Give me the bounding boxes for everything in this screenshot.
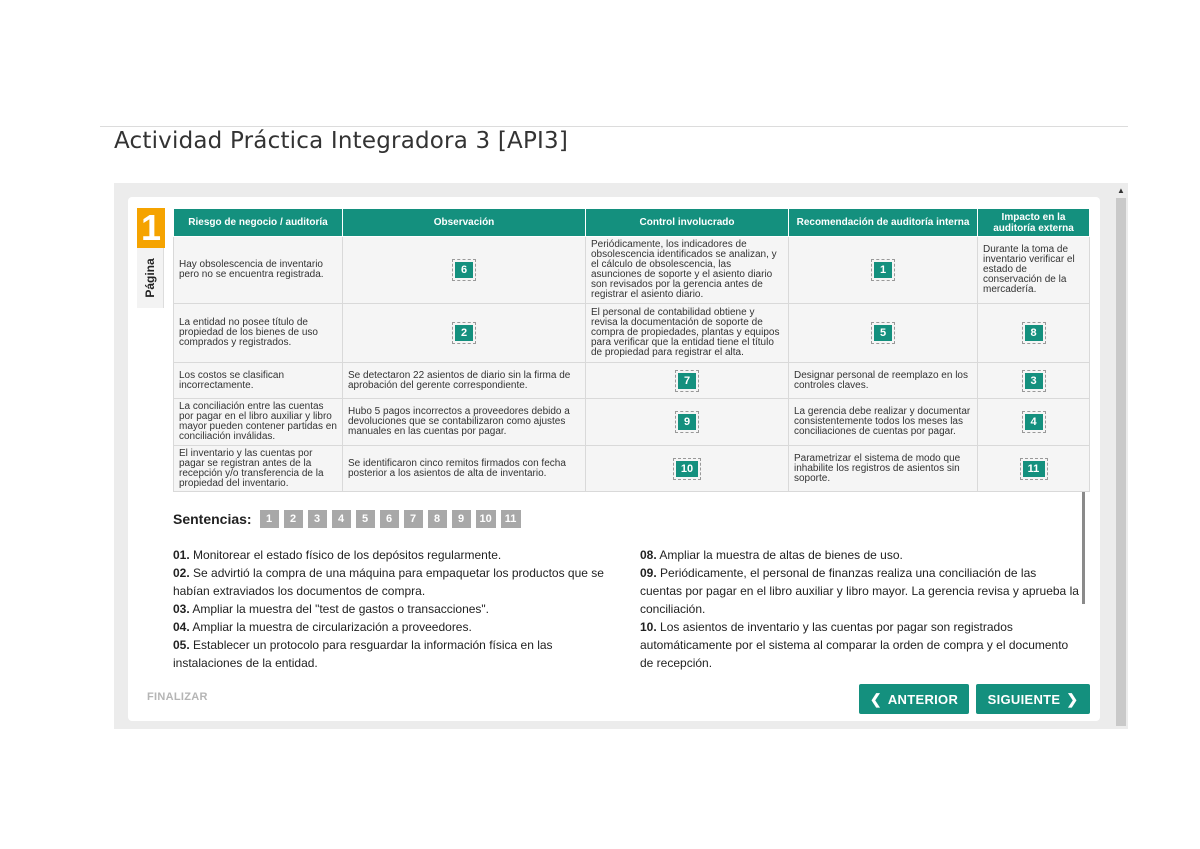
- cell-observacion: Se detectaron 22 asientos de diario sin la firma de aprobación del gerente correspondiente.: [343, 363, 586, 399]
- statement-text: Ampliar la muestra del "test de gastos o transacciones".: [192, 602, 490, 616]
- cell-riesgo: Los costos se clasifican incorrectamente.: [174, 363, 343, 399]
- statement-text: Monitorear el estado físico de los depósitos regularmente.: [193, 548, 502, 562]
- statement-number: 08.: [640, 548, 657, 562]
- statement-text: Ampliar la muestra de altas de bienes de uso.: [659, 548, 903, 562]
- column-header-observacion: Observación: [343, 209, 586, 237]
- page-title: Actividad Práctica Integradora 3 [API3]: [114, 128, 569, 154]
- placed-sentence-chip[interactable]: 6: [455, 262, 473, 278]
- sentence-chip-8[interactable]: 8: [428, 510, 447, 528]
- cell-recomendacion: La gerencia debe realizar y documentar consistentemente todos los meses las conciliaciones de cuentas por pagar.: [789, 399, 978, 446]
- table-row: [174, 304, 1090, 363]
- drop-zone-recomendacion[interactable]: [789, 304, 978, 363]
- next-button[interactable]: [976, 684, 1090, 714]
- statement-text: Los asientos de inventario y las cuentas por pagar son registrados automáticamente por el sistema al comparar la orden de compra y el documento de recepción.: [640, 620, 1069, 670]
- placed-sentence-chip[interactable]: 1: [874, 262, 892, 278]
- statement-item: [640, 618, 1080, 672]
- sentence-chip-4[interactable]: 4: [332, 510, 351, 528]
- sentence-bank-label: Sentencias:: [173, 511, 252, 527]
- drop-zone-control[interactable]: [586, 363, 789, 399]
- sentence-chip-7[interactable]: 7: [404, 510, 423, 528]
- drop-zone-observacion[interactable]: [343, 304, 586, 363]
- cell-observacion: Se identificaron cinco remitos firmados con fecha posterior a los asientos de alta de inventario.: [343, 446, 586, 492]
- cell-riesgo: El inventario y las cuentas por pagar se registran antes de la recepción y/o transferencia de la propiedad del inventario.: [174, 446, 343, 492]
- cell-control: Periódicamente, los indicadores de obsolescencia identificados se analizan, y el cálculo de obsolescencia, las asunciones de soporte y el asiento diario son revisados por la gerencia antes de registrar el asiento diario.: [586, 237, 789, 304]
- page-number-badge: 1: [137, 208, 165, 248]
- statement-item: [173, 564, 613, 600]
- statement-text: Se advirtió la compra de una máquina para empaquetar los productos que se habían extraviados los documentos de compra.: [173, 566, 604, 598]
- audit-matrix-table: [173, 208, 1090, 492]
- sentence-chip-9[interactable]: 9: [452, 510, 471, 528]
- sentence-chip-5[interactable]: 5: [356, 510, 375, 528]
- statement-text: Ampliar la muestra de circularización a proveedores.: [192, 620, 472, 634]
- table-row: [174, 363, 1090, 399]
- statement-number: 03.: [173, 602, 190, 616]
- cell-impacto: Durante la toma de inventario verificar el estado de conservación de la mercadería.: [978, 237, 1090, 304]
- drop-zone-impacto[interactable]: [978, 304, 1090, 363]
- finalize-button[interactable]: FINALIZAR: [147, 691, 208, 703]
- previous-button-label: ANTERIOR: [887, 691, 959, 707]
- statement-number: 04.: [173, 620, 190, 634]
- statement-item: [173, 600, 613, 618]
- cell-control: El personal de contabilidad obtiene y revisa la documentación de soporte de compra de propiedades, plantas y equipos para verificar que la entidad tiene el título de propiedad para registrar el alta.: [586, 304, 789, 363]
- table-row: [174, 237, 1090, 304]
- statement-item: [173, 618, 613, 636]
- statement-item: [173, 546, 613, 564]
- cell-riesgo: La conciliación entre las cuentas por pagar en el libro auxiliar y libro mayor pueden contener partidas en conciliación inválidas.: [174, 399, 343, 446]
- drop-zone-recomendacion[interactable]: [789, 237, 978, 304]
- statement-text: Periódicamente, el personal de finanzas realiza una conciliación de las cuentas por pagar en el libro auxiliar y libro mayor. La gerencia revisa y aprueba la conciliación.: [640, 566, 1079, 616]
- statement-item: [173, 636, 613, 672]
- placed-sentence-chip[interactable]: 7: [678, 373, 696, 389]
- column-header-recomendacion: Recomendación de auditoría interna: [789, 209, 978, 237]
- column-header-control: Control involucrado: [586, 209, 789, 237]
- drop-zone-control[interactable]: [586, 446, 789, 492]
- cell-observacion: Hubo 5 pagos incorrectos a proveedores debido a devoluciones que se contabilizaron como ajustes manuales en las cuentas por pagar.: [343, 399, 586, 446]
- scroll-up-arrow-icon[interactable]: ▲: [1117, 186, 1125, 195]
- placed-sentence-chip[interactable]: 5: [874, 325, 892, 341]
- statements-right-column: [640, 546, 1080, 672]
- placed-sentence-chip[interactable]: 11: [1023, 461, 1045, 477]
- next-button-label: SIGUIENTE: [987, 691, 1061, 707]
- drop-zone-observacion[interactable]: [343, 237, 586, 304]
- sentence-chip-1[interactable]: 1: [260, 510, 279, 528]
- placed-sentence-chip[interactable]: 2: [455, 325, 473, 341]
- chevron-right-icon: ❯: [1066, 690, 1079, 707]
- statement-number: 09.: [640, 566, 657, 580]
- chevron-left-icon: ❮: [869, 690, 882, 707]
- statements-left-column: [173, 546, 613, 672]
- placed-sentence-chip[interactable]: 10: [676, 461, 698, 477]
- sentence-chip-2[interactable]: 2: [284, 510, 303, 528]
- placed-sentence-chip[interactable]: 8: [1025, 325, 1043, 341]
- statement-number: 10.: [640, 620, 657, 634]
- statement-number: 02.: [173, 566, 190, 580]
- column-header-riesgo: Riesgo de negocio / auditoría: [174, 209, 343, 237]
- page-label-tab: [137, 248, 164, 308]
- drop-zone-impacto[interactable]: [978, 363, 1090, 399]
- placed-sentence-chip[interactable]: 3: [1025, 373, 1043, 389]
- sentence-chip-3[interactable]: 3: [308, 510, 327, 528]
- cell-riesgo: La entidad no posee título de propiedad de los bienes de uso comprados y registrados.: [174, 304, 343, 363]
- sentence-chip-6[interactable]: 6: [380, 510, 399, 528]
- cell-recomendacion: Parametrizar el sistema de modo que inhabilite los registros de asientos sin soporte.: [789, 446, 978, 492]
- page-scrollbar[interactable]: [1116, 198, 1126, 726]
- statement-number: 05.: [173, 638, 190, 652]
- table-row: [174, 446, 1090, 492]
- statement-text: Establecer un protocolo para resguardar la información física en las instalaciones de la entidad.: [173, 638, 553, 670]
- title-divider: [100, 126, 1128, 127]
- statement-number: 01.: [173, 548, 190, 562]
- statement-item: [640, 564, 1080, 618]
- drop-zone-impacto[interactable]: [978, 446, 1090, 492]
- column-header-impacto: Impacto en la auditoría externa: [978, 209, 1090, 237]
- cell-recomendacion: Designar personal de reemplazo en los controles claves.: [789, 363, 978, 399]
- placed-sentence-chip[interactable]: 4: [1025, 414, 1043, 430]
- sentence-chip-10[interactable]: 10: [476, 510, 496, 528]
- statement-item: [640, 546, 1080, 564]
- previous-button[interactable]: [859, 684, 969, 714]
- cell-riesgo: Hay obsolescencia de inventario pero no se encuentra registrada.: [174, 237, 343, 304]
- table-header-row: [174, 209, 1090, 237]
- table-row: [174, 399, 1090, 446]
- sentence-chip-11[interactable]: 11: [501, 510, 521, 528]
- sentence-bank: [173, 510, 521, 528]
- page-label: Página: [143, 258, 157, 298]
- drop-zone-impacto[interactable]: [978, 399, 1090, 446]
- placed-sentence-chip[interactable]: 9: [678, 414, 696, 430]
- drop-zone-control[interactable]: [586, 399, 789, 446]
